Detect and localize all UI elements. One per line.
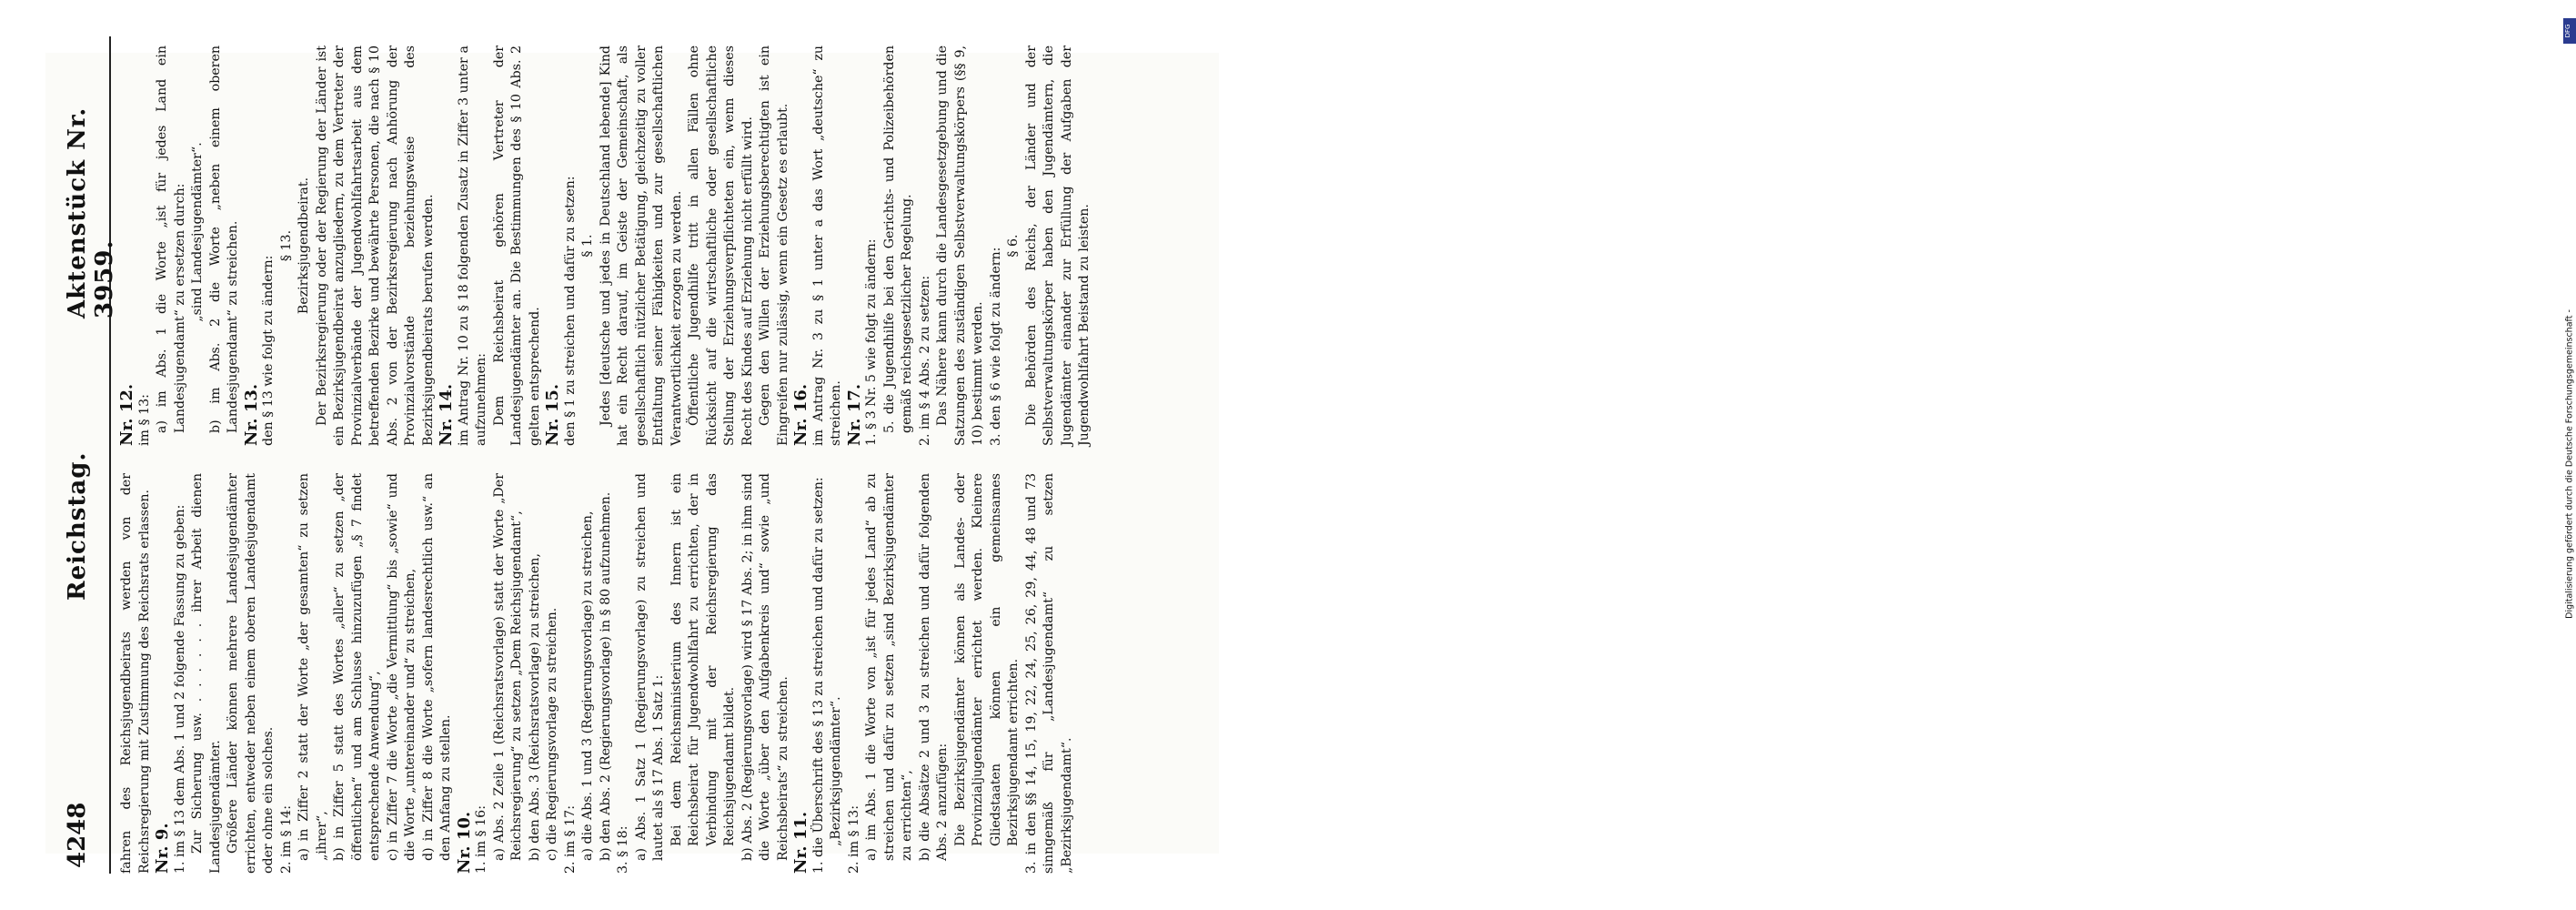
sub-item: b) im Abs. 2 die Worte „neben einem oberen Landesjugendamt“ zu streichen.	[207, 46, 240, 433]
quoted-text: Der Bezirksregierung oder der Regierung der Länder ist ein Bezirksjugendbeirat anzugliedern, zu dem Vertreter der Provinzialverbände der Jugendwohlfahrtsarbeit aus dem betreffenden Bezirke und bewährte Personen, die nach § 10 Abs. 2 von der Bezirksregierung nach Anhörung der Provinzialvorstände beziehungsweise des Bezirksjugendbeirats berufen werden.	[314, 46, 436, 446]
list-item: 1. im § 13 dem Abs. 1 und 2 folgende Fassung zu geben:	[172, 504, 187, 874]
quoted-text: Öffentliche Jugendhilfe tritt in allen Fällen ohne Rücksicht auf die wirtschaftliche oder gesellschaftliche Stellung der Erziehungsverpflichteten ein, wenn dieses Recht des Kindes auf Erziehung nicht erfüllt wird.	[687, 46, 755, 446]
sub-item: c) in Ziffer 7 die Worte „die Vermittlung“ bis „sowie“ und die Worte „untereinander und“ zu streichen,	[385, 473, 418, 861]
sub-item: b) in Ziffer 5 statt des Wortes „aller“ zu setzen „der öffentlichen“ und am Schlusse hinzuzufügen „§ 7 findet entsprechende Anwendung“,	[332, 473, 382, 861]
quoted-text: Bei dem Reichsministerium des Innern ist ein Reichsbeirat für Jugendwohlfahrt zu errichten, der in Verbindung mit der Reichsregierung das Reichsjugendamt bildet.	[669, 473, 737, 846]
sub-item: 5. die Jugendhilfe bei den Gerichts- und Polizeibehörden gemäß reichsgesetzlicher Regelung.	[881, 46, 914, 433]
list-item: 2. im § 17:	[562, 805, 578, 874]
section-heading: Nr. 13.	[241, 383, 261, 446]
section-heading: Nr. 11.	[791, 811, 810, 874]
paragraph: fahren des Reichsjugendbeirats werden von der Reichsregierung mit Zustimmung des Reichsrats erlassen.	[119, 473, 152, 874]
quoted-text: Die Behörden des Reichs, der Länder und der Selbstverwaltungskörper haben den Jugendämtern, die Jugendämter einander zur Erfüllung der Aufgaben der Jugendwohlfahrt Beistand zu leisten.	[1023, 46, 1092, 446]
section-heading: Nr. 12.	[117, 383, 136, 446]
paragraph-sign: § 1.	[580, 234, 595, 258]
quoted-text: „sind Landesjugendämter“.	[190, 142, 205, 322]
list-item: im Antrag Nr. 3 zu § 1 unter a das Wort „deutsche“ zu streichen.	[810, 46, 843, 446]
rotated-page-content	[55, 36, 1237, 874]
sub-item: a) Abs. 1 Satz 1 (Regierungsvorlage) zu streichen und lautet als § 17 Abs. 1 Satz 1:	[633, 473, 666, 861]
dfg-logo-icon	[2563, 18, 2576, 44]
quoted-text: „Bezirksjugendämter“.	[829, 696, 843, 846]
list-item: im § 13:	[136, 394, 152, 446]
sub-item: a) die Abs. 1 und 3 (Regierungsvorlage) zu streichen,	[580, 511, 595, 861]
quoted-text: Das Nähere kann durch die Landesgesetzgebung und die Satzungen des zuständigen Selbstverwaltungskörpers (§§ 9, 10) bestimmt werden.	[935, 46, 985, 446]
right-column	[118, 46, 1094, 446]
list-item: 1. § 3 Nr. 5 wie folgt zu ändern:	[864, 238, 879, 446]
dfg-logo-text: DFG	[2564, 24, 2571, 38]
section-heading: Nr. 16.	[791, 383, 810, 446]
section-heading: Nr. 10.	[454, 811, 474, 874]
running-head-chamber: Reichstag.	[64, 451, 91, 601]
sub-item: b) den Abs. 2 (Regierungsvorlage) in § 80 aufzunehmen.	[598, 491, 613, 861]
list-item: 3. in den §§ 14, 15, 19, 22, 24, 25, 26, 29, 44, 48 und 73 sinngemäß für „Landesjugendamt“ zu setzen „Bezirksjugendamt“.	[1023, 473, 1074, 874]
sub-item: a) im Abs. 1 die Worte „ist für jedes Land ein Landesjugendamt“ zu ersetzen durch:	[155, 46, 187, 433]
list-item: 3. den § 6 wie folgt zu ändern:	[988, 247, 1003, 446]
list-item: 1. im § 16:	[474, 805, 488, 874]
quoted-text: Größere Länder können mehrere Landesjugendämter errichten, entweder neben einem oberen Landesjugendamt oder ohne ein solches.	[226, 473, 276, 874]
list-item: 3. § 18:	[616, 825, 630, 874]
quoted-text: Zur Sicherung usw. . . . . . . ihrer Arbeit dienen Landesjugendämter.	[190, 473, 223, 874]
running-head-document: Aktenstück Nr. 3959.	[64, 106, 118, 318]
quoted-text: Jedes [deutsche und jedes in Deutschland lebende] Kind hat ein Recht darauf, im Geiste der Gemeinschaft, als gesellschaftlich nützlicher Betätigung, gleichzeitig zu voller Entfaltung seiner Fähigkeiten und zur gesellschaftlichen Verantwortlichkeit erzogen zu werden.	[598, 46, 684, 446]
list-item: 2. im § 4 Abs. 2 zu setzen:	[917, 275, 932, 446]
sub-item: b) Abs. 2 (Regierungsvorlage) wird § 17 Abs. 2; in ihm sind die Worte „über den Aufgabenkreis und“ sowie „und Reichsbeirats“ zu streichen.	[740, 473, 790, 861]
subheading: Bezirksjugendbeirat.	[297, 177, 311, 315]
section-heading: Nr. 14.	[437, 383, 456, 446]
list-item: 1. die Überschrift des § 13 zu streichen und dafür zu setzen:	[810, 477, 826, 874]
quoted-text: Gegen den Willen der Erziehungsberechtigten ist ein Eingreifen nur zulässig, wenn ein Gesetz es erlaubt.	[758, 46, 790, 446]
sub-item: c) die Regierungsvorlage zu streichen.	[545, 607, 559, 861]
sub-item: b) den Abs. 3 (Reichsratsvorlage) zu streichen,	[527, 553, 542, 861]
list-item: 2. im § 14:	[278, 805, 294, 874]
quoted-text: Dem Reichsbeirat gehören Vertreter der Landesjugendämter an. Die Bestimmungen des § 10 Abs. 2 gelten entsprechend.	[491, 46, 542, 446]
list-item: den § 13 wie folgt zu ändern:	[261, 255, 276, 446]
paragraph-sign: § 6.	[1006, 234, 1021, 258]
sub-item: a) im Abs. 1 die Worte von „ist für jedes Land“ ab zu streichen und dafür zu setzen „sind Bezirksjugendämter zu errichten“,	[864, 473, 914, 861]
page-header	[55, 36, 118, 874]
list-item: den § 1 zu streichen und dafür zu setzen:	[562, 176, 578, 446]
quoted-text: Die Bezirksjugendämter können als Landes- oder Provinzialjugendämter errichtet werden. Kleinere Gliedstaaten können ein gemeinsames Bezirksjugendamt errichten.	[952, 473, 1021, 846]
list-item: 2. im § 13:	[846, 805, 861, 874]
digitization-sidebar	[1278, 9, 2575, 910]
list-item: im Antrag Nr. 10 zu § 18 folgenden Zusatz in Ziffer 3 unter a aufzunehmen:	[456, 46, 488, 446]
sub-item: d) in Ziffer 8 die Worte „sofern landesrechtlich usw.“ an den Anfang zu stellen.	[420, 473, 453, 861]
section-heading: Nr. 17.	[844, 383, 864, 446]
sub-item: a) Abs. 2 Zeile 1 (Reichsratsvorlage) statt der Worte „Der Reichsregierung“ zu setzen „Dem Reichsjugendamt“,	[491, 473, 524, 861]
dfg-logo-mark	[2563, 18, 2576, 44]
page-number: 4248	[64, 802, 91, 868]
sub-item: a) in Ziffer 2 statt der Worte „der gesamten“ zu setzen „ihrer“,	[297, 473, 329, 861]
section-heading: Nr. 9.	[153, 823, 172, 874]
paragraph-sign: § 13.	[278, 229, 294, 262]
section-heading: Nr. 15.	[543, 383, 562, 446]
left-column	[118, 473, 1076, 874]
digitization-credit: Digitalisierung gefördert durch die Deutsche Forschungsgemeinschaft -	[2564, 309, 2575, 619]
sub-item: b) die Absätze 2 und 3 zu streichen und dafür folgenden Abs. 2 anzufügen:	[917, 473, 950, 861]
